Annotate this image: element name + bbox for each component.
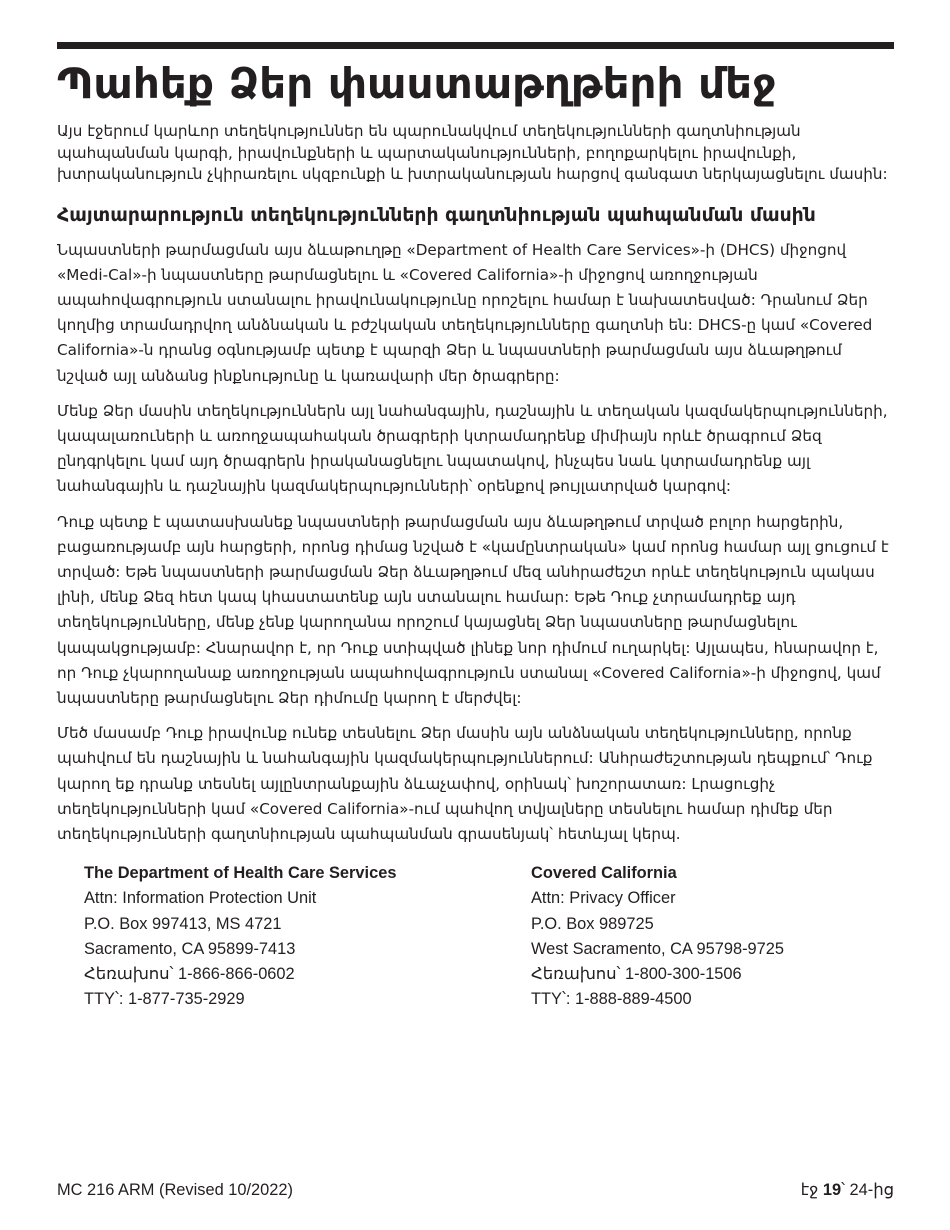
page-prefix: էջ	[800, 1181, 823, 1199]
address-phone: Հեռախոս՝ 1-800-300-1506	[531, 964, 742, 983]
address-line: Attn: Privacy Officer	[531, 889, 676, 908]
covered-california-address-block	[531, 861, 891, 1012]
address-line: Sacramento, CA 95899-7413	[84, 939, 296, 958]
address-org-name: The Department of Health Care Services	[84, 864, 397, 883]
page-footer	[57, 1180, 894, 1200]
address-line: West Sacramento, CA 95798-9725	[531, 939, 784, 958]
page-indicator	[801, 1180, 894, 1200]
address-tty: TTY՝: 1-877-735-2929	[84, 990, 245, 1009]
body-paragraph: Դուք պետք է պատասխանեք նպաստների թարմացման այս ձևաթղթում տրված բոլոր հարցերին, բացառությամբ այն հարցերի, որոնց դիմաց նշված է «կամընտրական» կամ որոնց համար այլ ցուցում է տրված: Եթե նպաստների թարմացման Ձեր ձևաթղթում մեզ անհրաժեշտ որևէ տեղեկություն պակաս լինի, մենք Ձեզ հետ կապ կհաստատենք այն ստանալու համար: Եթե Դուք չտրամադրեք այդ տեղեկությունները, մենք չենք կարողանա որոշում կայացնել Ձեր նպաստները թարմացնելու կապակցությամբ: Հնարավոր է, որ Դուք ստիպված լինեք նոր դիմում ուղարկել: Այլապես, հնարավոր է, որ Դուք չկարողանաք առողջության ապահովագրություն ստանալ «Covered California»-ի միջոցով, կամ նպաստները թարմացնելու Ձեր դիմումը կարող է մերժվել:	[57, 512, 889, 707]
page-suffix: ՝ 24-ից	[841, 1181, 894, 1199]
top-rule	[57, 42, 894, 49]
address-org-name: Covered California	[531, 864, 677, 883]
body-paragraph: Մեծ մասամբ Դուք իրավունք ունեք տեսնելու Ձեր մասին այն անձնական տեղեկությունները, որոնք պահվում են դաշնային և նահանգային կազմակերպություններում: Անհրաժեշտության դեպքում՝ Դուք կարող եք դրանք տեսնել այլընտրանքային ձևաչափով, օրինակ՝ խոշորատառ: Լրացուցիչ տեղեկությունների կամ «Covered California»-ում պահվող տվյալները տեսնելու համար դիմեք մեր տեղեկությունների գաղտնիության պահպանման գրասենյակ՝ հետևյալ կերպ.	[57, 724, 873, 843]
page-number: 19	[822, 1181, 842, 1199]
body-paragraph: Նպաստների թարմացման այս ձևաթուղթը «Department of Health Care Services»-ի (DHCS) միջոցով «Medi-Cal»-ի նպաստները թարմացնելու և «Covered California»-ի միջոցով առողջության ապահովագրություն ստանալու իրավունակությունը որոշելու համար է նախատեսված: Դրանում Ձեր կողմից տրամադրվող անձնական և բժշկական տեղեկությունները գաղտնի են: DHCS-ը կամ «Covered California»-ն դրանց օգնությամբ պետք է պարզի Ձեր և նպաստների թարմացման այս ձևաթղթում նշված այլ անձանց ինքնությունը և կառավարի մեր ծրագրերը:	[57, 240, 873, 385]
address-line: P.O. Box 997413, MS 4721	[84, 914, 282, 933]
intro-paragraph: Այս էջերում կարևոր տեղեկություններ են պարունակվում տեղեկությունների գաղտնիության պահպանման կարգի, իրավունքների և պարտականությունների, բողոքարկելու իրավունքի, խտրականություն չկիրառելու սկզբունքի և խտրականության հարցով գանգատ ներկայացնելու մասին:	[57, 122, 888, 183]
document-page	[57, 42, 894, 1012]
dhcs-address-block	[84, 861, 531, 1012]
address-line: P.O. Box 989725	[531, 914, 654, 933]
page-title: Պահեք Ձեր փաստաթղթերի մեջ	[57, 59, 777, 108]
section-heading: Հայտարարություն տեղեկությունների գաղտնիության պահպանման մասին	[57, 204, 816, 226]
form-id: MC 216 ARM (Revised 10/2022)	[57, 1181, 293, 1199]
address-tty: TTY՝: 1-888-889-4500	[531, 990, 692, 1009]
body-paragraph: Մենք Ձեր մասին տեղեկություններն այլ նահանգային, դաշնային և տեղական կազմակերպությունների, կապալառուների և առողջապահական ծրագրերի կտրամադրենք միմիայն որևէ ծրագրում Ձեզ ընդգրկելու կամ այդ ծրագրերն իրականացնելու նպատակով, ինչպես նաև կտրամադրենք այլ նահանգային և դաշնային կազմակերպությունների՝ օրենքով թույլատրված կարգով:	[57, 401, 888, 496]
address-phone: Հեռախոս՝ 1-866-866-0602	[84, 964, 295, 983]
contact-addresses	[57, 861, 894, 1012]
address-line: Attn: Information Protection Unit	[84, 889, 317, 908]
